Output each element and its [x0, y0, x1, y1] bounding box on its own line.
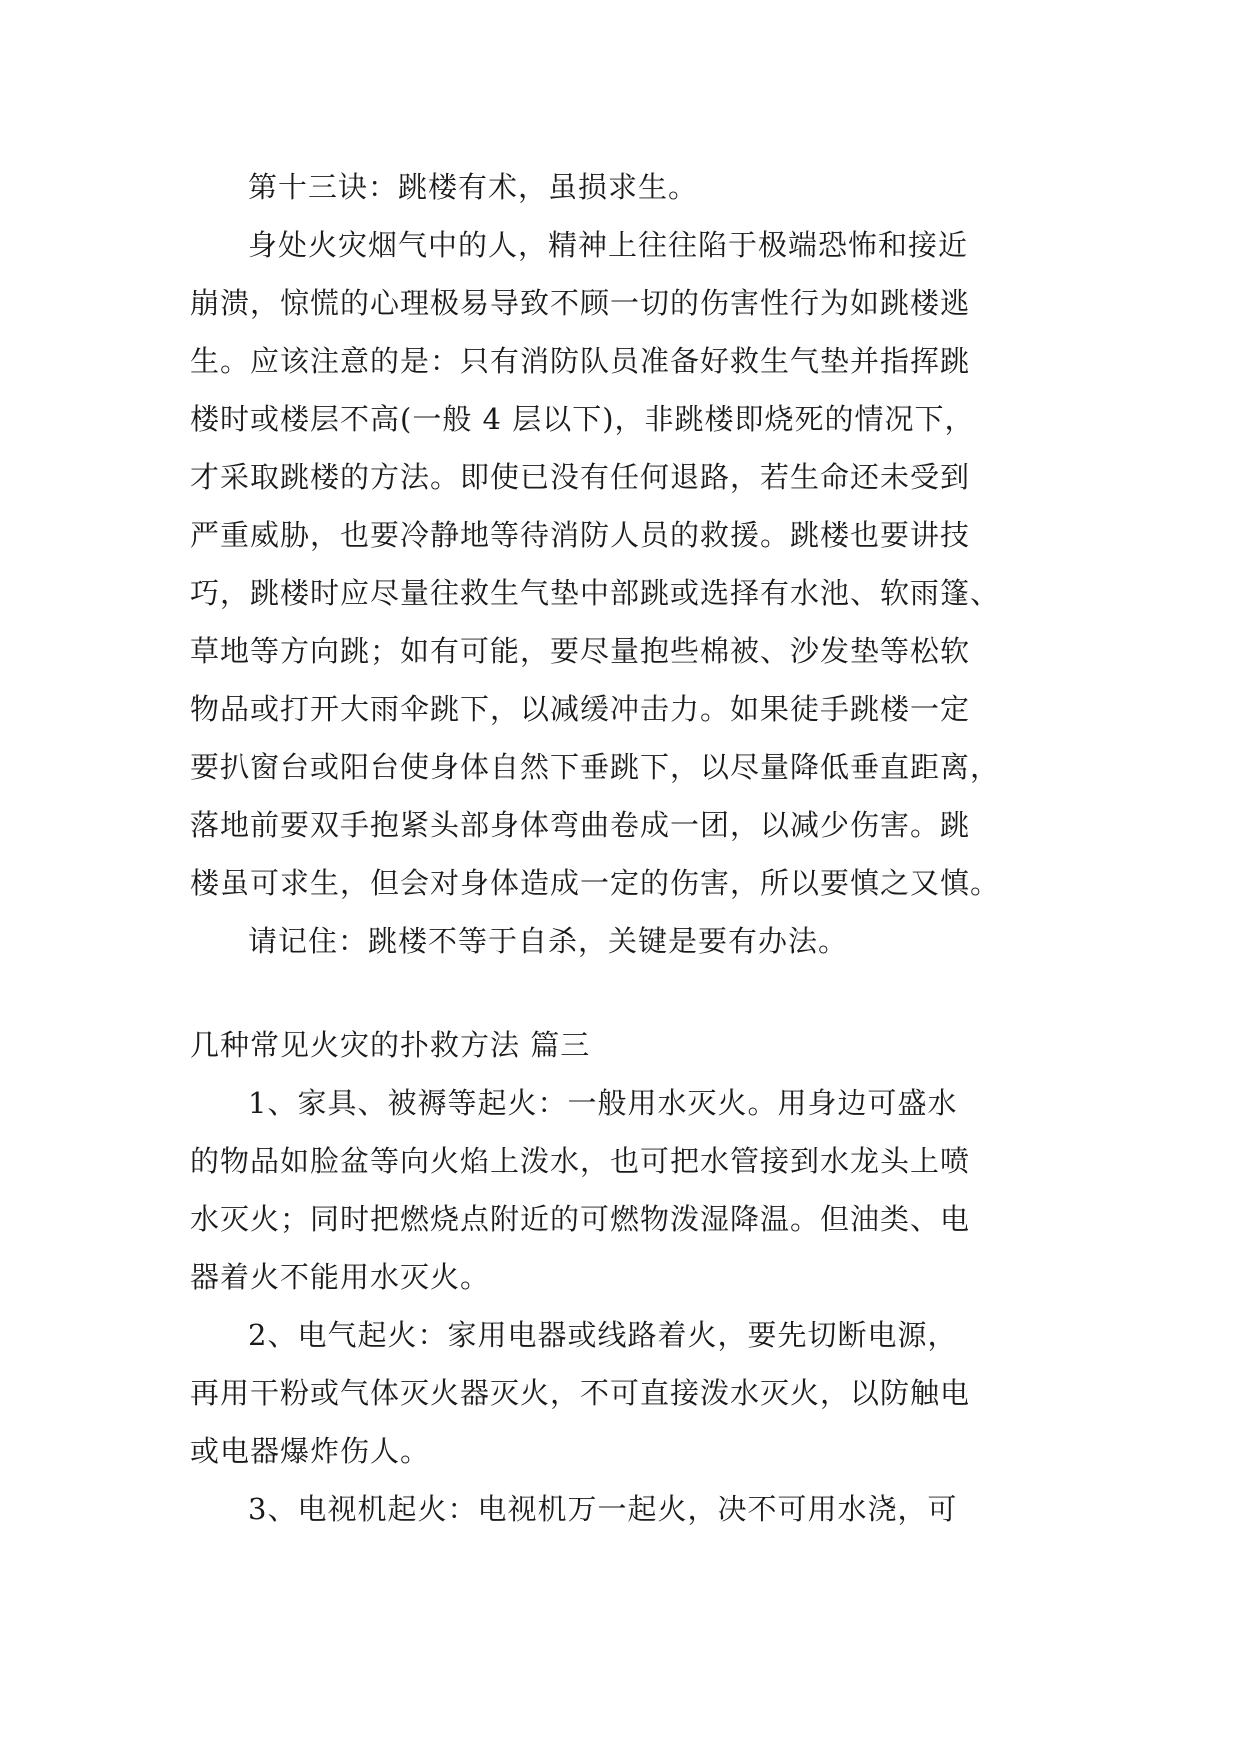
text-line: 1、家具、被褥等起火：一般用水灭火。用身边可盛水: [248, 1086, 958, 1120]
section-title-thirteenth-tip: [190, 158, 1050, 216]
text-line: 崩溃，惊慌的心理极易导致不顾一切的伤害性行为如跳楼逃: [190, 286, 971, 320]
document-body: [190, 158, 1050, 1538]
paragraph-item-tv-fire: [190, 1480, 1050, 1538]
text-line: 第十三诀：跳楼有术，虽损求生。: [248, 170, 699, 204]
heading-text: 几种常见火灾的扑救方法 篇三: [190, 1028, 591, 1062]
text-line: 2、电气起火：家用电器或线路着火，要先切断电源，: [248, 1318, 958, 1352]
section-heading: [190, 1016, 1050, 1074]
text-line: 或电器爆炸伤人。: [190, 1434, 431, 1468]
text-line: 身处火灾烟气中的人，精神上往往陷于极端恐怖和接近: [248, 228, 969, 262]
text-line: 巧，跳楼时应尽量往救生气垫中部跳或选择有水池、软雨篷、: [190, 576, 1001, 610]
text-line: 才采取跳楼的方法。即使已没有任何退路，若生命还未受到: [190, 460, 971, 494]
paragraph-item-furniture-fire: [190, 1074, 1050, 1306]
text-line: 严重威胁，也要冷静地等待消防人员的救援。跳楼也要讲技: [190, 518, 971, 552]
paragraph-jumping-advice: [190, 216, 1050, 912]
text-line: 楼虽可求生，但会对身体造成一定的伤害，所以要慎之又慎。: [190, 866, 1001, 900]
text-line: 物品或打开大雨伞跳下，以减缓冲击力。如果徒手跳楼一定: [190, 692, 971, 726]
text-line: 再用干粉或气体灭火器灭火，不可直接泼水灭火，以防触电: [190, 1376, 971, 1410]
text-line: 的物品如脸盆等向火焰上泼水，也可把水管接到水龙头上喷: [190, 1144, 971, 1178]
text-line: 要扒窗台或阳台使身体自然下垂跳下，以尽量降低垂直距离，: [190, 750, 1001, 784]
text-line: 楼时或楼层不高(一般 4 层以下)，非跳楼即烧死的情况下，: [190, 402, 975, 436]
text-line: 器着火不能用水灭火。: [190, 1260, 491, 1294]
text-line: 水灭火；同时把燃烧点附近的可燃物泼湿降温。但油类、电: [190, 1202, 971, 1236]
text-line: 3、电视机起火：电视机万一起火，决不可用水浇，可: [248, 1492, 958, 1526]
text-line: 请记住：跳楼不等于自杀，关键是要有办法。: [248, 924, 849, 958]
text-line: 草地等方向跳；如有可能，要尽量抱些棉被、沙发垫等松软: [190, 634, 971, 668]
paragraph-reminder: [190, 912, 1050, 970]
text-line: 落地前要双手抱紧头部身体弯曲卷成一团，以减少伤害。跳: [190, 808, 971, 842]
paragraph-item-electrical-fire: [190, 1306, 1050, 1480]
text-line: 生。应该注意的是：只有消防队员准备好救生气垫并指挥跳: [190, 344, 971, 378]
